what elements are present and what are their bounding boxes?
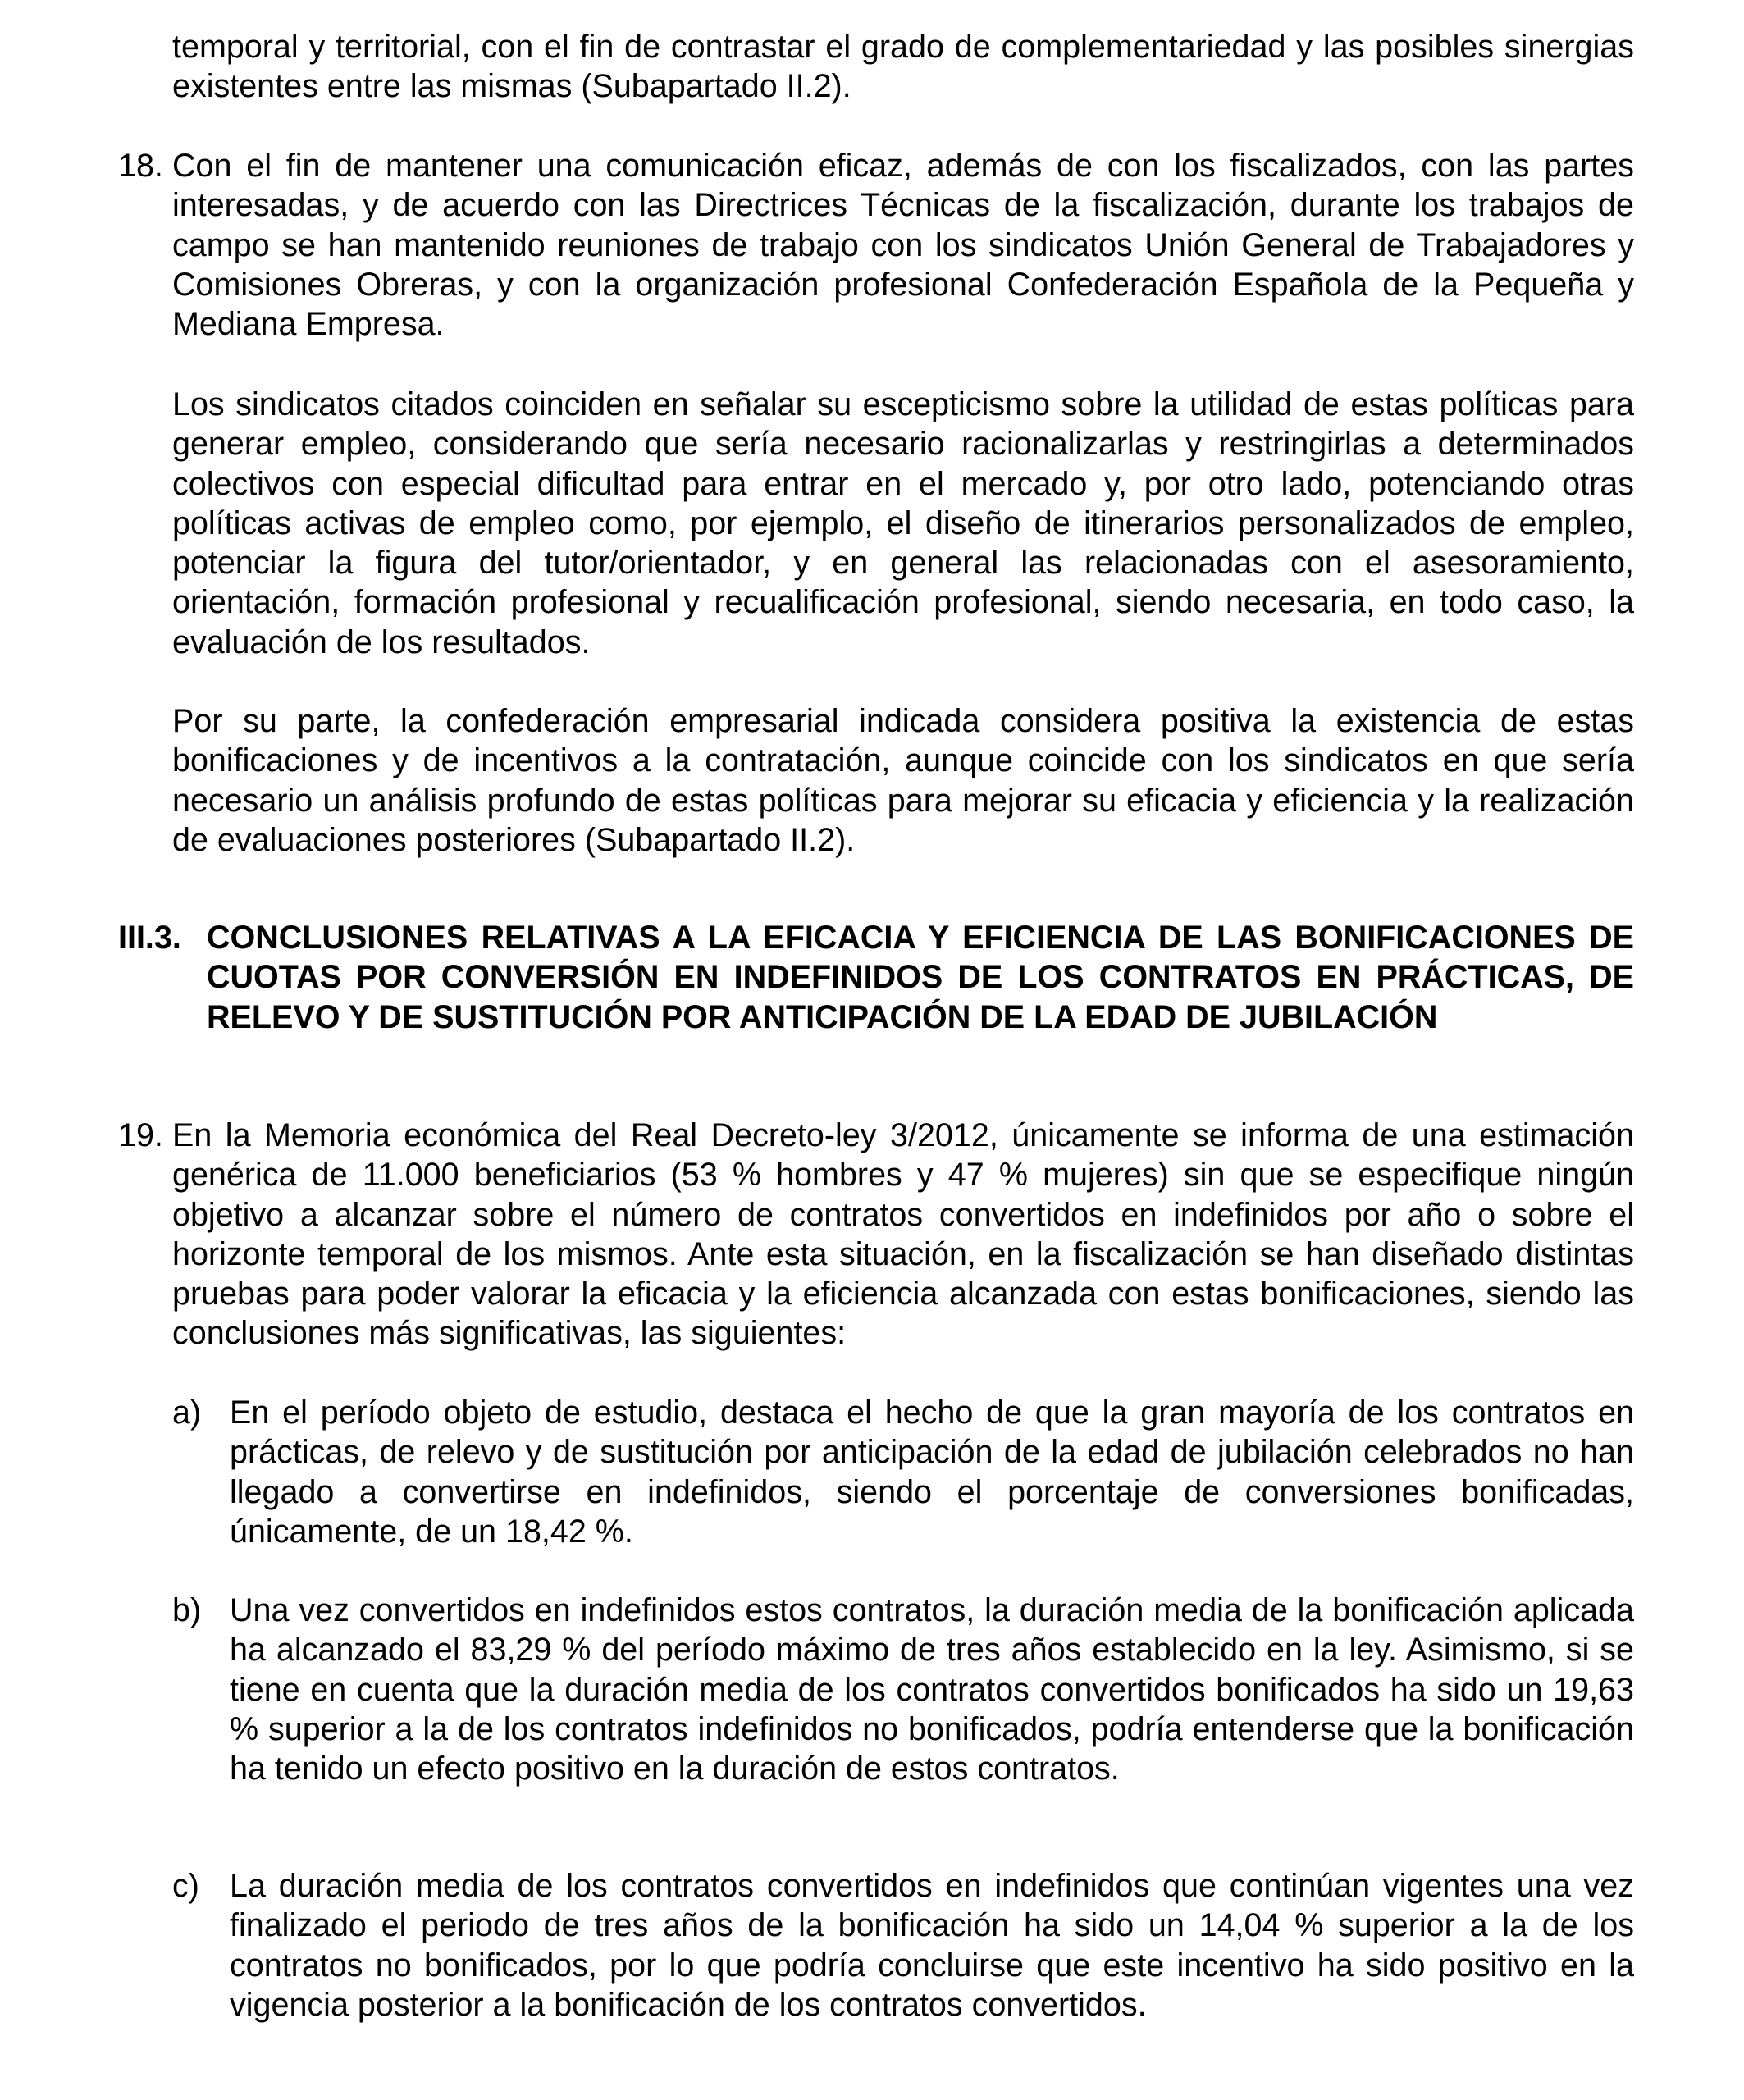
- list-item-b: Una vez convertidos en indefinidos estos contratos, la duración media de la bonificación aplicada ha alcanzado el 83,29 % del período máximo de tres años establecido en la ley. Asimismo, si se tiene en cuenta que la duración media de los contratos convertidos bonificados ha sido un 19,63 % superior a la de los contratos indefinidos no bonificados, podría entenderse que la bonificación ha tenido un efecto positivo en la duración de estos contratos.: [230, 1592, 1634, 1787]
- list-item-c: La duración media de los contratos convertidos en indefinidos que continúan vigentes una vez finalizado el periodo de tres años de la bonificación ha sido un 14,04 % superior a la de los contratos no bonificados, por lo que podría concluirse que este incentivo ha sido positivo en la vigencia posterior a la bonificación de los contratos convertidos.: [230, 1868, 1634, 2023]
- paragraph-19-number: 19.: [118, 1117, 163, 1153]
- list-item-a: En el período objeto de estudio, destaca el hecho de que la gran mayoría de los contratos en prácticas, de relevo y de sustitución por anticipación de la edad de jubilación celebrados no han llegado a convertirse en indefinidos, siendo el porcentaje de conversiones bonificadas, únicamente, de un 18,42 %.: [230, 1395, 1634, 1550]
- list-item-a-letter: a): [172, 1395, 202, 1431]
- paragraph-19: En la Memoria económica del Real Decreto-ley 3/2012, únicamente se informa de una estimación genérica de 11.000 beneficiarios (53 % hombres y 47 % mujeres) sin que se especifique ningún objetivo a alcanzar sobre el número de contratos convertidos en indefinidos por año o sobre el horizonte temporal de los mismos. Ante esta situación, en la fiscalización se han diseñado distintas pruebas para poder valorar la eficacia y la eficiencia alcanzada con estas bonificaciones, siendo las conclusiones más significativas, las siguientes:: [172, 1117, 1634, 1352]
- section-heading: CONCLUSIONES RELATIVAS A LA EFICACIA Y EFICIENCIA DE LAS BONIFICACIONES DE CUOTAS POR CONVERSIÓN EN INDEFINIDOS DE LOS CONTRATOS EN PRÁCTICAS, DE RELEVO Y DE SUSTITUCIÓN POR ANTICIPACIÓN DE LA EDAD DE JUBILACIÓN: [207, 920, 1634, 1035]
- paragraph-18-unions: Los sindicatos citados coinciden en señalar su escepticismo sobre la utilidad de estas políticas para generar empleo, considerando que sería necesario racionalizarlas y restringirlas a determinados colectivos con especial dificultad para entrar en el mercado y, por otro lado, potenciando otras políticas activas de empleo como, por ejemplo, el diseño de itinerarios personalizados de empleo, potenciar la figura del tutor/orientador, y en general las relacionadas con el asesoramiento, orientación, formación profesional y recualificación profesional, siendo necesaria, en todo caso, la evaluación de los resultados.: [172, 386, 1634, 660]
- paragraph-18-confederation: Por su parte, la confederación empresarial indicada considera positiva la existencia de estas bonificaciones y de incentivos a la contratación, aunque coincide con los sindicatos en que sería necesario un análisis profundo de estas políticas para mejorar su eficacia y eficiencia y la realización de evaluaciones posteriores (Subapartado II.2).: [172, 703, 1634, 858]
- list-item-b-letter: b): [172, 1592, 202, 1628]
- paragraph-18: Con el fin de mantener una comunicación eficaz, además de con los fiscalizados, con las partes interesadas, y de acuerdo con las Directrices Técnicas de la fiscalización, durante los trabajos de campo se han mantenido reuniones de trabajo con los sindicatos Unión General de Trabajadores y Comisiones Obreras, y con la organización profesional Confederación Española de la Pequeña y Mediana Empresa.: [172, 148, 1634, 343]
- paragraph-intro: temporal y territorial, con el fin de contrastar el grado de complementariedad y las posibles sinergias existentes entre las mismas (Subapartado II.2).: [172, 29, 1634, 105]
- list-item-c-letter: c): [172, 1868, 199, 1904]
- section-number: III.3.: [118, 920, 181, 956]
- paragraph-18-number: 18.: [118, 148, 163, 184]
